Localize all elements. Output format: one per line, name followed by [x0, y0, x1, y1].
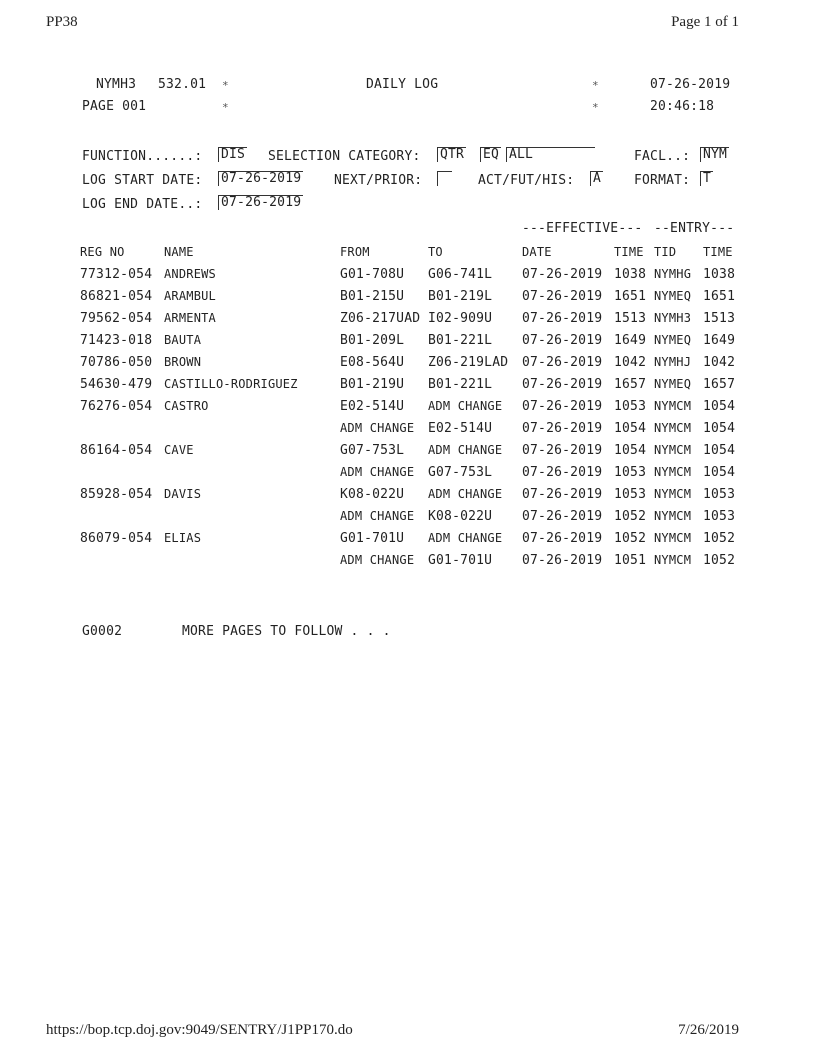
cell-reg-no: 76276-054 — [80, 399, 153, 414]
star-marker: * — [592, 79, 599, 92]
cell-entry-time: 1054 — [703, 443, 736, 458]
cell-tid: NYMEQ — [654, 377, 692, 391]
status-message: MORE PAGES TO FOLLOW . . . — [182, 624, 391, 639]
print-footer-date: 7/26/2019 — [678, 1022, 739, 1038]
table-row — [0, 421, 817, 443]
status-code: G0002 — [82, 624, 123, 639]
cell-from: G07-753L — [340, 443, 405, 458]
cell-time: 1651 — [614, 289, 647, 304]
cell-entry-time: 1651 — [703, 289, 736, 304]
table-row — [0, 531, 817, 553]
star-marker: * — [592, 101, 599, 114]
cell-date: 07-26-2019 — [522, 465, 603, 480]
next-prior-label: NEXT/PRIOR: — [334, 173, 423, 188]
col-tid: TID — [654, 245, 677, 259]
cell-time: 1052 — [614, 531, 647, 546]
format-field[interactable]: T — [700, 171, 713, 186]
function-label: FUNCTION......: — [82, 149, 203, 164]
cell-reg-no: 86821-054 — [80, 289, 153, 304]
col-reg-no: REG NO — [80, 245, 125, 259]
log-end-field[interactable]: 07-26-2019 — [218, 195, 303, 210]
col-to: TO — [428, 245, 443, 259]
cell-name: DAVIS — [164, 487, 202, 501]
table-row — [0, 267, 817, 289]
cell-to: Z06-219LAD — [428, 355, 509, 370]
cell-time: 1052 — [614, 509, 647, 524]
cell-reg-no: 86079-054 — [80, 531, 153, 546]
cell-to: B01-219L — [428, 289, 493, 304]
system-id: NYMH3 — [96, 77, 137, 92]
cell-time: 1053 — [614, 399, 647, 414]
print-header-page: Page 1 of 1 — [671, 14, 739, 30]
cell-time: 1051 — [614, 553, 647, 568]
cell-to: ADM CHANGE — [428, 487, 503, 501]
cell-from: ADM CHANGE — [340, 553, 415, 567]
format-label: FORMAT: — [634, 173, 691, 188]
effective-group-header: ---EFFECTIVE--- — [522, 221, 643, 236]
cell-name: CASTRO — [164, 399, 209, 413]
cell-entry-time: 1513 — [703, 311, 736, 326]
cell-entry-time: 1053 — [703, 487, 736, 502]
act-fut-his-field[interactable]: A — [590, 171, 603, 186]
cell-to: I02-909U — [428, 311, 493, 326]
cell-time: 1513 — [614, 311, 647, 326]
table-row — [0, 377, 817, 399]
cell-from: B01-219U — [340, 377, 405, 392]
cell-reg-no: 77312-054 — [80, 267, 153, 282]
col-name: NAME — [164, 245, 194, 259]
col-from: FROM — [340, 245, 370, 259]
cell-date: 07-26-2019 — [522, 267, 603, 282]
cell-date: 07-26-2019 — [522, 531, 603, 546]
cell-from: ADM CHANGE — [340, 509, 415, 523]
cell-to: E02-514U — [428, 421, 493, 436]
cell-reg-no: 54630-479 — [80, 377, 153, 392]
cell-from: G01-701U — [340, 531, 405, 546]
cell-tid: NYMCM — [654, 421, 692, 435]
all-field[interactable]: ALL — [506, 147, 595, 162]
cell-from: E08-564U — [340, 355, 405, 370]
log-start-label: LOG START DATE: — [82, 173, 203, 188]
cell-to: B01-221L — [428, 377, 493, 392]
cell-name: BROWN — [164, 355, 202, 369]
cell-tid: NYMHG — [654, 267, 692, 281]
cell-to: ADM CHANGE — [428, 531, 503, 545]
cell-entry-time: 1052 — [703, 553, 736, 568]
print-header-left: PP38 — [46, 14, 78, 30]
table-row — [0, 487, 817, 509]
cell-tid: NYMCM — [654, 487, 692, 501]
table-row — [0, 553, 817, 575]
cell-date: 07-26-2019 — [522, 443, 603, 458]
cell-tid: NYMCM — [654, 531, 692, 545]
table-row — [0, 355, 817, 377]
cell-entry-time: 1042 — [703, 355, 736, 370]
cell-from: K08-022U — [340, 487, 405, 502]
selection-category-label: SELECTION CATEGORY: — [268, 149, 421, 164]
star-marker: * — [222, 79, 229, 92]
cell-to: G06-741L — [428, 267, 493, 282]
cell-to: B01-221L — [428, 333, 493, 348]
screen-date: 07-26-2019 — [650, 77, 731, 92]
cell-name: ELIAS — [164, 531, 202, 545]
cell-time: 1053 — [614, 465, 647, 480]
star-marker: * — [222, 101, 229, 114]
cell-name: ARAMBUL — [164, 289, 216, 303]
cell-date: 07-26-2019 — [522, 487, 603, 502]
cell-time: 1657 — [614, 377, 647, 392]
cell-tid: NYMCM — [654, 399, 692, 413]
cell-date: 07-26-2019 — [522, 311, 603, 326]
cell-reg-no: 79562-054 — [80, 311, 153, 326]
facl-label: FACL..: — [634, 149, 691, 164]
cell-tid: NYMCM — [654, 465, 692, 479]
cell-name: CASTILLO-RODRIGUEZ — [164, 377, 298, 391]
cell-date: 07-26-2019 — [522, 377, 603, 392]
cell-entry-time: 1053 — [703, 509, 736, 524]
cell-name: CAVE — [164, 443, 194, 457]
cell-entry-time: 1038 — [703, 267, 736, 282]
cell-time: 1053 — [614, 487, 647, 502]
table-row — [0, 289, 817, 311]
eq-field[interactable]: EQ — [480, 147, 501, 162]
entry-group-header: --ENTRY--- — [654, 221, 735, 236]
facl-field[interactable]: NYM — [700, 147, 729, 162]
cell-to: ADM CHANGE — [428, 399, 503, 413]
cell-tid: NYMEQ — [654, 289, 692, 303]
col-entry-time: TIME — [703, 245, 733, 259]
table-row — [0, 311, 817, 333]
cell-time: 1038 — [614, 267, 647, 282]
next-prior-field[interactable] — [437, 171, 452, 186]
cell-entry-time: 1054 — [703, 399, 736, 414]
cell-entry-time: 1054 — [703, 421, 736, 436]
cell-from: ADM CHANGE — [340, 465, 415, 479]
cell-reg-no: 70786-050 — [80, 355, 153, 370]
screen-code: 532.01 — [158, 77, 207, 92]
cell-date: 07-26-2019 — [522, 553, 603, 568]
cell-time: 1054 — [614, 443, 647, 458]
cell-tid: NYMCM — [654, 509, 692, 523]
cell-to: G01-701U — [428, 553, 493, 568]
cell-date: 07-26-2019 — [522, 509, 603, 524]
cell-from: E02-514U — [340, 399, 405, 414]
table-row — [0, 443, 817, 465]
cell-tid: NYMHJ — [654, 355, 692, 369]
cell-reg-no: 85928-054 — [80, 487, 153, 502]
log-end-label: LOG END DATE..: — [82, 197, 203, 212]
cell-entry-time: 1054 — [703, 465, 736, 480]
col-date: DATE — [522, 245, 552, 259]
cell-name: ARMENTA — [164, 311, 216, 325]
cell-tid: NYMEQ — [654, 333, 692, 347]
table-row — [0, 333, 817, 355]
screen-time: 20:46:18 — [650, 99, 715, 114]
cell-date: 07-26-2019 — [522, 421, 603, 436]
cell-entry-time: 1657 — [703, 377, 736, 392]
cell-name: BAUTA — [164, 333, 202, 347]
cell-entry-time: 1649 — [703, 333, 736, 348]
cell-date: 07-26-2019 — [522, 333, 603, 348]
log-start-field[interactable]: 07-26-2019 — [218, 171, 303, 186]
cell-to: G07-753L — [428, 465, 493, 480]
cell-to: K08-022U — [428, 509, 493, 524]
table-row — [0, 465, 817, 487]
cell-name: ANDREWS — [164, 267, 216, 281]
act-fut-his-label: ACT/FUT/HIS: — [478, 173, 575, 188]
page-label: PAGE 001 — [82, 99, 147, 114]
function-field[interactable]: DIS — [218, 147, 247, 162]
selection-category-field[interactable]: QTR — [437, 147, 466, 162]
cell-from: ADM CHANGE — [340, 421, 415, 435]
cell-tid: NYMH3 — [654, 311, 692, 325]
cell-from: B01-215U — [340, 289, 405, 304]
cell-reg-no: 86164-054 — [80, 443, 153, 458]
col-time: TIME — [614, 245, 644, 259]
cell-date: 07-26-2019 — [522, 289, 603, 304]
cell-reg-no: 71423-018 — [80, 333, 153, 348]
table-row — [0, 399, 817, 421]
cell-tid: NYMCM — [654, 443, 692, 457]
cell-time: 1042 — [614, 355, 647, 370]
cell-from: B01-209L — [340, 333, 405, 348]
table-header-row — [0, 245, 817, 267]
cell-time: 1649 — [614, 333, 647, 348]
print-footer-url: https://bop.tcp.doj.gov:9049/SENTRY/J1PP170.do — [46, 1022, 353, 1038]
cell-from: Z06-217UAD — [340, 311, 421, 326]
cell-date: 07-26-2019 — [522, 399, 603, 414]
table-row — [0, 509, 817, 531]
cell-from: G01-708U — [340, 267, 405, 282]
cell-tid: NYMCM — [654, 553, 692, 567]
cell-entry-time: 1052 — [703, 531, 736, 546]
cell-time: 1054 — [614, 421, 647, 436]
cell-to: ADM CHANGE — [428, 443, 503, 457]
cell-date: 07-26-2019 — [522, 355, 603, 370]
screen-title: DAILY LOG — [366, 77, 439, 92]
